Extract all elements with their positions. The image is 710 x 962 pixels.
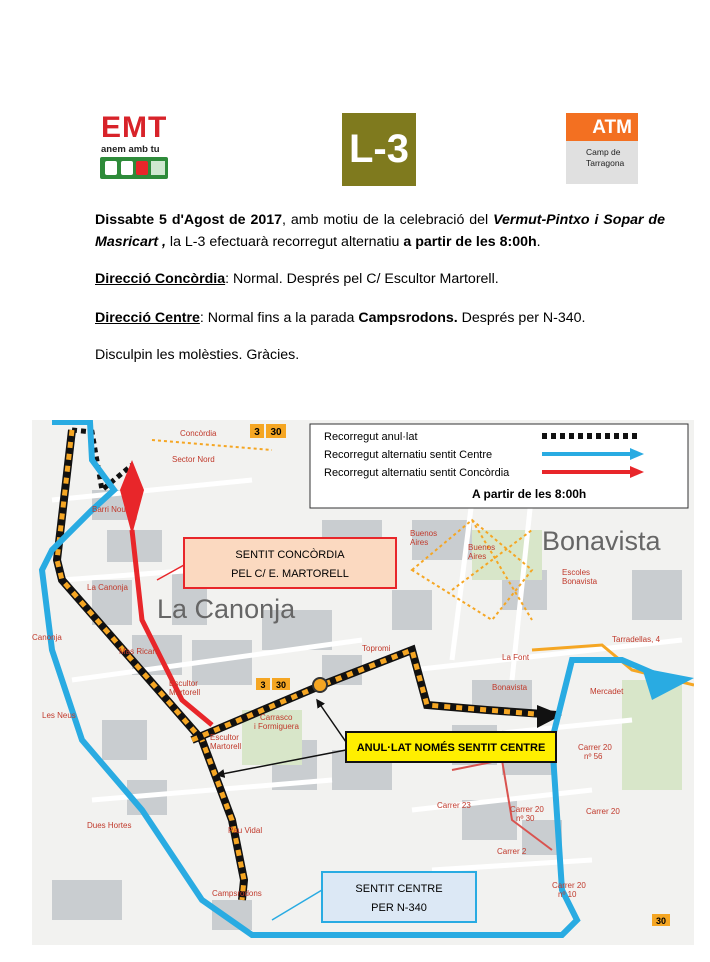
notice-end: .	[536, 234, 541, 250]
roundabout	[313, 678, 327, 692]
stop-buenos-2a: Buenos	[468, 543, 496, 552]
stop-carrer20-10b: nº 10	[558, 890, 577, 899]
stop-tarradellas: Tarradellas, 4	[612, 635, 661, 644]
label-la-canonja: La Canonja	[157, 594, 296, 624]
notice-time: a partir de les 8:00h	[403, 234, 537, 250]
stop-martorell-1: Martorell	[169, 688, 201, 697]
callout-concordia	[184, 538, 396, 588]
stop-carrer2: Carrer 2	[497, 847, 527, 856]
callout-centre-line1: SENTIT CENTRE	[355, 883, 443, 895]
notice-date: Dissabte 5 d'Agost de 2017	[95, 212, 283, 228]
badge-line-3-text: 3	[254, 427, 260, 438]
route-map	[32, 420, 694, 945]
badge-mid-30-text: 30	[275, 680, 287, 690]
badge-line-30-text: 30	[270, 427, 282, 438]
notice-intro-2: la L-3 efectuarà recorregut alternatiu	[165, 234, 404, 250]
stop-la-font: La Font	[502, 653, 530, 662]
stop-buenos-2b: Aires	[468, 552, 487, 561]
legend-cancelled: Recorregut anul·lat	[324, 431, 418, 443]
stop-buenos-1a: Buenos	[410, 529, 438, 538]
badge-mid-3-text: 3	[260, 680, 266, 690]
emt-logo-word: EMT	[101, 111, 168, 144]
centre-label: Direcció Centre	[95, 310, 200, 326]
stop-carrasco-2: i Formiguera	[254, 722, 299, 731]
callout-cancelled-centre-text: ANUL·LAT NOMÉS SENTIT CENTRE	[356, 742, 546, 754]
stop-mercadet: Mercadet	[590, 687, 624, 696]
atm-logo-line2: Tarragona	[586, 158, 625, 168]
centre-text-1: : Normal fins a la parada	[199, 310, 359, 326]
line-l3-logo: L-3	[342, 113, 416, 186]
legend-alt-concordia: Recorregut alternatiu sentit Concòrdia	[324, 467, 510, 479]
stop-carrer20-30a: Carrer 20	[510, 805, 544, 814]
badge-bottom-30-text: 30	[655, 916, 667, 926]
stop-concordia: Concòrdia	[180, 429, 217, 438]
stop-carrer20-56b: nº 56	[584, 752, 603, 761]
atm-logo	[566, 113, 638, 184]
centre-text-2: Després per N-340.	[457, 310, 586, 326]
stop-carrer20-56a: Carrer 20	[578, 743, 612, 752]
stop-mas-ricart: Mas Ricart	[119, 647, 158, 656]
notice-intro-1: , amb motiu de la celebració del	[282, 212, 494, 228]
centre-stop: Campsrodons.	[358, 310, 458, 326]
stop-escultor-2: Escultor	[210, 733, 239, 742]
label-bonavista: Bonavista	[542, 526, 661, 556]
stop-les-neus: Les Neus	[42, 711, 76, 720]
atm-logo-line1: Camp de	[586, 147, 621, 157]
concordia-direction	[95, 268, 665, 290]
notice-paragraph	[95, 209, 665, 253]
stop-escoles-1: Escoles	[562, 568, 591, 577]
stop-buenos-1b: Aires	[410, 538, 429, 547]
stop-la-canonja: La Canonja	[87, 583, 128, 592]
emt-logo-tagline: anem amb tu	[101, 144, 160, 155]
stop-martorell-2: Martorell	[210, 742, 242, 751]
stop-canonja-left: Canonja	[32, 633, 62, 642]
emt-logo	[100, 111, 170, 183]
atm-logo-word: ATM	[566, 113, 638, 141]
stop-campsrodons: Campsrodons	[212, 889, 262, 898]
stop-dues-hortes: Dues Hortes	[87, 821, 132, 830]
concordia-text: : Normal. Després pel C/ Escultor Martorell.	[225, 271, 499, 287]
stop-carrasco-1: Carrasco	[260, 713, 293, 722]
notice-event: Vermut-Pintxo i Sopar de Masricart ,	[95, 212, 665, 250]
callout-concordia-line2: PEL C/ E. MARTORELL	[231, 568, 349, 580]
stop-carrer20-10a: Carrer 20	[552, 881, 586, 890]
apology: Disculpin les molèsties. Gràcies.	[95, 347, 300, 363]
stop-topromi: Topromi	[362, 644, 391, 653]
stop-barri-nou: Barri Nou	[92, 505, 126, 514]
legend-alt-centre: Recorregut alternatiu sentit Centre	[324, 449, 493, 461]
emt-logo-icons	[100, 157, 168, 179]
stop-escoles-2: Bonavista	[562, 577, 598, 586]
callout-centre-line2: PER N-340	[371, 902, 427, 914]
stop-pau-vidal: Pau Vidal	[228, 826, 263, 835]
concordia-label: Direcció Concòrdia	[95, 271, 226, 287]
stop-carrer23: Carrer 23	[437, 801, 471, 810]
stop-escultor-1: Escultor	[169, 679, 198, 688]
centre-direction	[95, 307, 665, 329]
stop-carrer20: Carrer 20	[586, 807, 620, 816]
stop-carrer20-30b: nº 30	[516, 814, 535, 823]
stop-sector-nord: Sector Nord	[172, 455, 215, 464]
callout-centre	[322, 872, 476, 922]
legend-from: A partir de les 8:00h	[472, 487, 587, 501]
callout-concordia-line1: SENTIT CONCÒRDIA	[235, 549, 345, 561]
stop-bonavista: Bonavista	[492, 683, 528, 692]
